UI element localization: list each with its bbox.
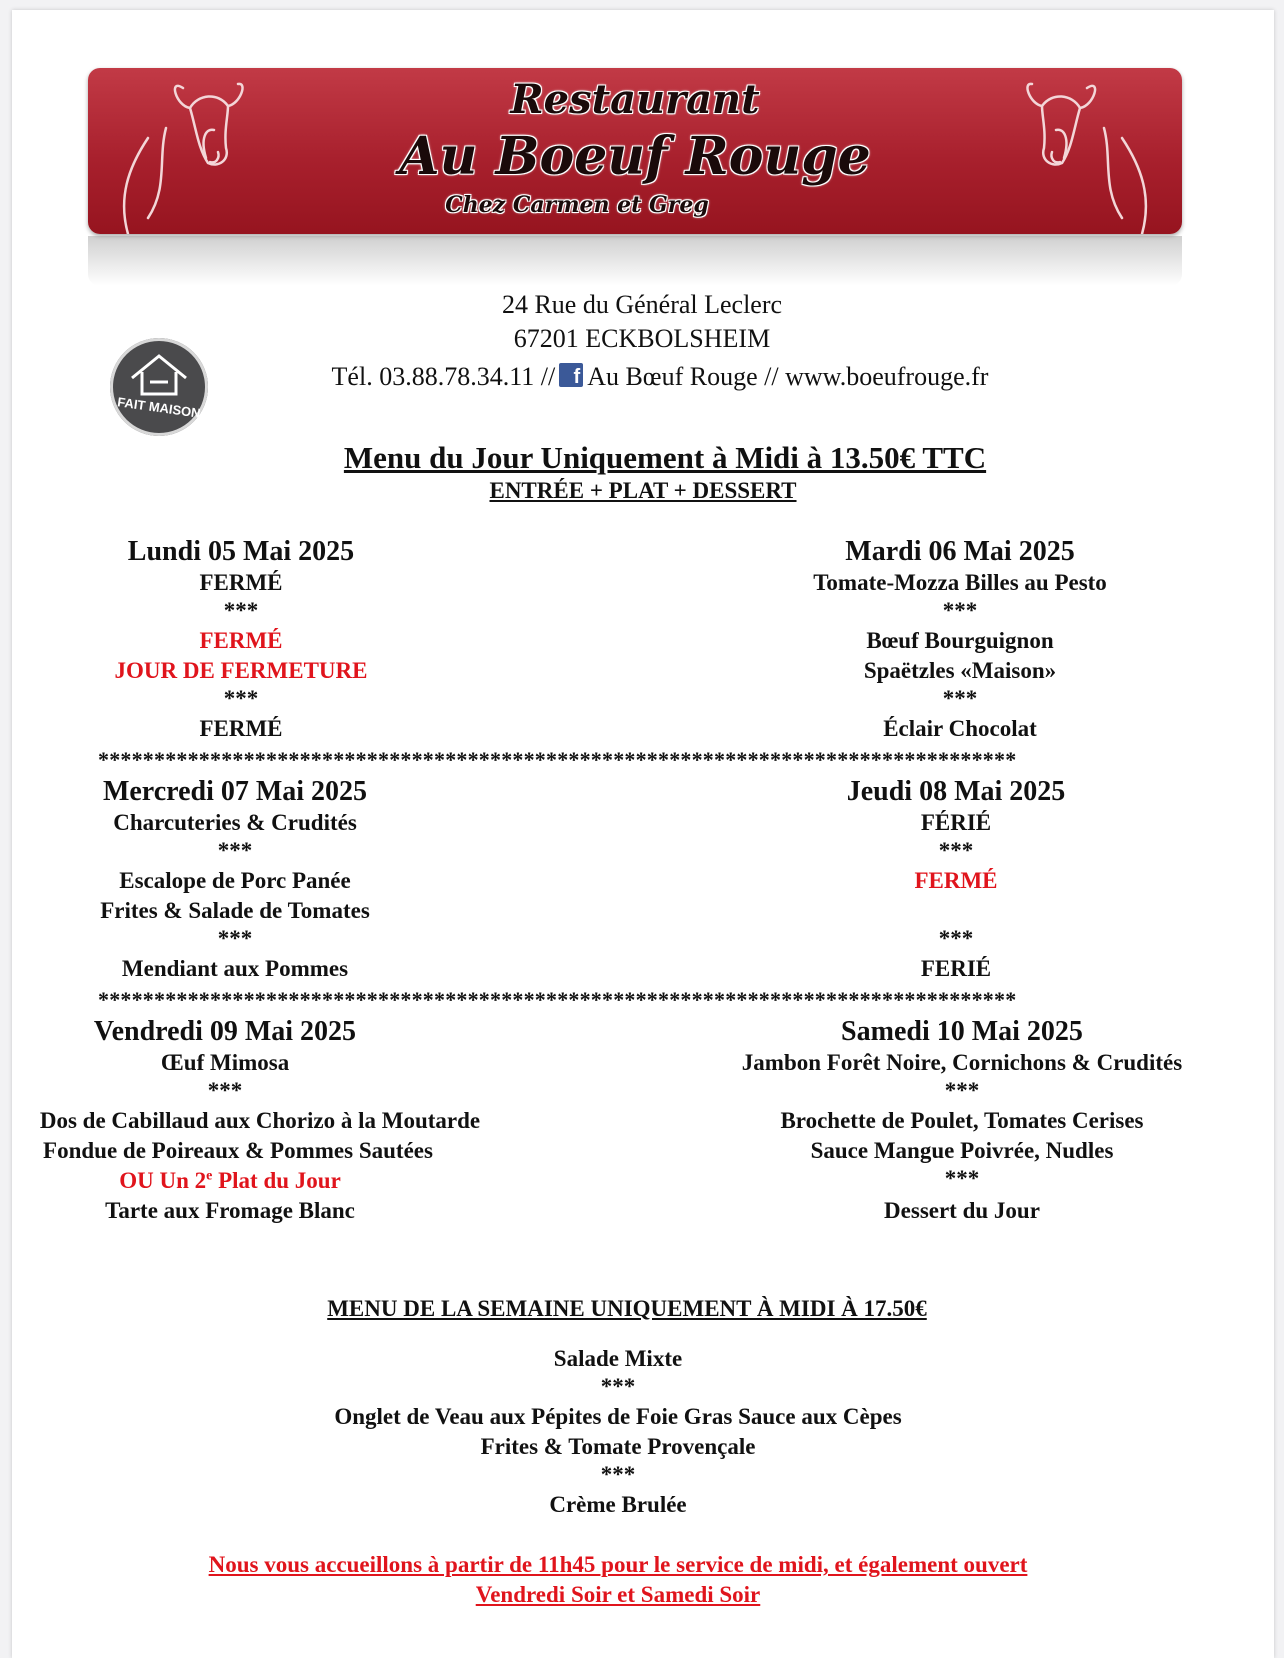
plat: FERMÉ (199, 628, 283, 653)
banner-line-owners: Chez Carmen et Greg (445, 192, 709, 218)
separator: *** (944, 1166, 980, 1191)
entree: Œuf Mimosa (160, 1050, 290, 1075)
separator: *** (207, 1078, 243, 1103)
menu-jour-subtitle: ENTRÉE + PLAT + DESSERT (489, 478, 797, 503)
plat: FERMÉ (914, 868, 998, 893)
dessert: Éclair Chocolat (883, 716, 1037, 741)
plat: Escalope de Porc Panée (119, 868, 351, 893)
separator: *** (217, 926, 253, 951)
plat: JOUR DE FERMETURE (114, 658, 368, 683)
divider: ********************************************************************************** (98, 747, 1017, 772)
separator: *** (223, 598, 259, 623)
semaine-plat: Onglet de Veau aux Pépites de Foie Gras Sauce aux Cèpes (334, 1404, 902, 1429)
separator: *** (944, 1078, 980, 1103)
fait-maison-badge: FAIT MAISON (110, 338, 208, 436)
dessert: FERIÉ (920, 956, 992, 981)
banner-reflection (88, 236, 1182, 286)
divider: ********************************************************************************** (98, 987, 1017, 1012)
dessert: Tarte aux Fromage Blanc (105, 1198, 355, 1223)
plat-alternative: OU Un 2e Plat du Jour (119, 1168, 341, 1193)
banner-line-name: Au Boeuf Rouge (399, 126, 871, 187)
separator: *** (942, 686, 978, 711)
plat: Fondue de Poireaux & Pommes Sautées (43, 1138, 433, 1163)
day-title: Lundi 05 Mai 2025 (127, 536, 355, 567)
day-title: Jeudi 08 Mai 2025 (846, 776, 1066, 807)
separator: *** (600, 1374, 636, 1399)
footer-line: Vendredi Soir et Samedi Soir (475, 1582, 761, 1607)
separator: *** (217, 838, 253, 863)
entree: Charcuteries & Crudités (113, 810, 357, 835)
phone-text: Tél. 03.88.78.34.11 // (331, 362, 556, 391)
plat: Sauce Mangue Poivrée, Nudles (810, 1138, 1114, 1163)
semaine-dessert: Crème Brulée (549, 1492, 687, 1517)
entree: Tomate-Mozza Billes au Pesto (813, 570, 1107, 595)
day-title: Vendredi 09 Mai 2025 (93, 1016, 357, 1047)
separator: *** (942, 598, 978, 623)
dessert: Mendiant aux Pommes (121, 956, 349, 981)
dessert: Dessert du Jour (884, 1198, 1040, 1223)
entree: FÉRIÉ (920, 810, 992, 835)
separator: *** (600, 1462, 636, 1487)
web-text: Au Bœuf Rouge // www.boeufrouge.fr (587, 362, 989, 391)
address-contact (270, 362, 1050, 392)
footer-line: Nous vous accueillons à partir de 11h45 pour le service de midi, et également ouvert (208, 1552, 1028, 1577)
restaurant-banner (88, 68, 1182, 234)
separator: *** (938, 838, 974, 863)
separator: *** (223, 686, 259, 711)
separator: *** (938, 926, 974, 951)
entree: FERMÉ (199, 570, 283, 595)
day-title: Samedi 10 Mai 2025 (841, 1016, 1083, 1047)
semaine-entree: Salade Mixte (553, 1346, 683, 1371)
menu-jour-title: Menu du Jour Uniquement à Midi à 13.50€ TTC (343, 440, 987, 475)
address-city: 67201 ECKBOLSHEIM (513, 324, 771, 353)
day-title: Mercredi 07 Mai 2025 (102, 776, 368, 807)
facebook-icon[interactable]: f (559, 363, 583, 387)
semaine-plat: Frites & Tomate Provençale (480, 1434, 756, 1459)
entree: Jambon Forêt Noire, Cornichons & Crudités (741, 1050, 1183, 1075)
plat: Spaëtzles «Maison» (863, 658, 1057, 683)
day-title: Mardi 06 Mai 2025 (845, 536, 1075, 567)
banner-line-restaurant: Restaurant (510, 76, 760, 123)
plat: Brochette de Poulet, Tomates Cerises (780, 1108, 1144, 1133)
dessert: FERMÉ (199, 716, 283, 741)
plat: Bœuf Bourguignon (866, 628, 1054, 653)
plat: Frites & Salade de Tomates (100, 898, 370, 923)
menu-semaine-title: MENU DE LA SEMAINE UNIQUEMENT À MIDI À 17.50€ (327, 1296, 927, 1321)
address-street: 24 Rue du Général Leclerc (501, 290, 783, 319)
plat: Dos de Cabillaud aux Chorizo à la Moutarde (39, 1108, 481, 1133)
